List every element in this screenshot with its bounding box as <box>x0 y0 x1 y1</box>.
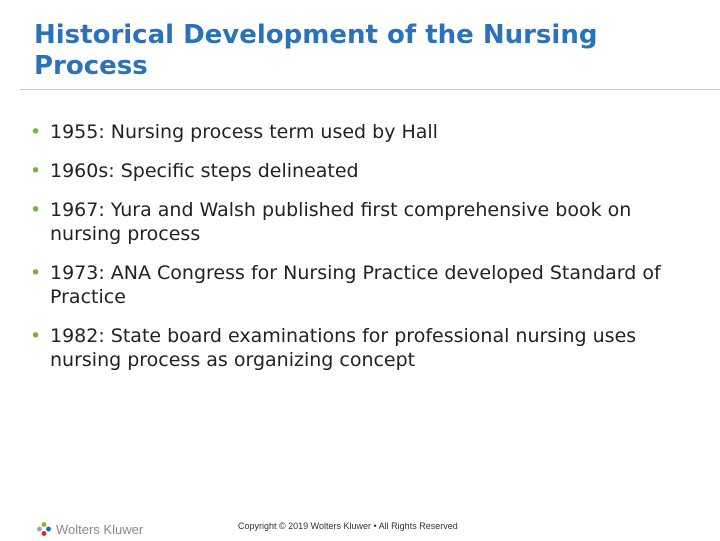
bullet-icon: • <box>30 121 42 143</box>
list-item <box>28 324 698 372</box>
bullet-text: 1973: ANA Congress for Nursing Practice developed Standard of Practice <box>50 262 661 308</box>
wolters-kluwer-logo-icon <box>36 521 52 537</box>
title-divider <box>20 89 720 90</box>
copyright-notice: Copyright © 2019 Wolters Kluwer • All Rights Reserved <box>238 521 458 531</box>
logo-text: Wolters Kluwer <box>56 521 144 537</box>
list-item <box>28 261 698 309</box>
bullet-icon: • <box>30 262 42 284</box>
bullet-text: 1955: Nursing process term used by Hall <box>50 121 438 143</box>
bullet-list <box>28 120 698 387</box>
slide-title: Historical Development of the Nursing Process <box>34 20 598 81</box>
bullet-icon: • <box>30 325 42 347</box>
footer-logo <box>36 519 143 539</box>
list-item <box>28 198 698 246</box>
list-item <box>28 159 698 183</box>
bullet-text: 1960s: Specific steps delineated <box>50 160 359 182</box>
bullet-text: 1967: Yura and Walsh published first comprehensive book on nursing process <box>50 199 632 245</box>
bullet-icon: • <box>30 199 42 221</box>
bullet-text: 1982: State board examinations for professional nursing uses nursing process as organizing concept <box>50 325 637 371</box>
bullet-icon: • <box>30 160 42 182</box>
list-item <box>28 120 698 144</box>
